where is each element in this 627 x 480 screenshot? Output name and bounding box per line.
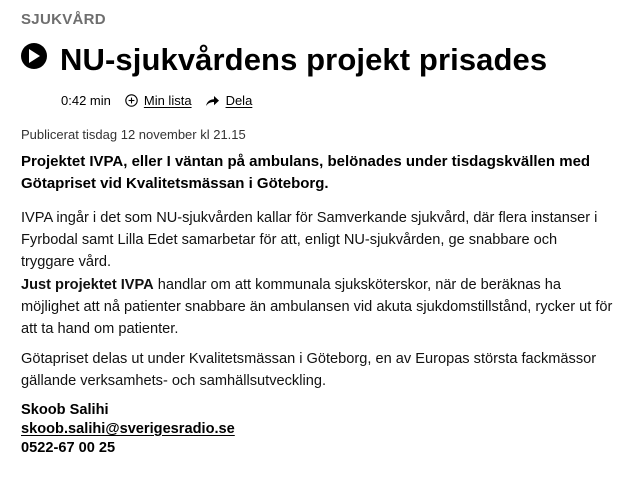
share-arrow-icon — [205, 95, 220, 107]
article-paragraph: IVPA ingår i det som NU-sjukvården kallar för Samverkande sjukvård, där flera instanser i Fyrbodal samt Lilla Edet samarbetar för att, enligt NU-sjukvården, ge snabbare och tryggare vård. — [21, 210, 598, 270]
contact-email-link[interactable]: skoob.salihi@sverigesradio.se — [21, 421, 235, 437]
contact-name: Skoob Salihi — [21, 402, 109, 418]
audio-duration: 0:42 min — [61, 93, 111, 108]
headline-row — [21, 42, 547, 78]
add-to-my-list-button[interactable] — [125, 93, 192, 108]
my-list-label: Min lista — [143, 93, 192, 108]
share-button[interactable] — [205, 93, 253, 108]
plus-circle-icon — [125, 94, 138, 107]
share-label: Dela — [225, 93, 253, 108]
contact-block — [21, 401, 235, 458]
audio-meta-row — [61, 93, 265, 108]
contact-phone: 0522-67 00 25 — [21, 440, 116, 456]
page-title: NU-sjukvårdens projekt prisades — [60, 42, 548, 77]
play-icon[interactable] — [21, 43, 47, 69]
paragraph-bold-prefix: Just projektet IVPA — [21, 277, 154, 293]
article-paragraph: Götapriset delas ut under Kvalitetsmässan i Göteborg, en av Europas största fackmässor gällande verksamhets- och samhällsutveckling. — [21, 351, 597, 389]
paragraph-text: handlar om att kommunala sjuksköterskor, när de beräknas ha möjlighet att nå patienter snabbare än ambulansen vid akuta sjukdomstillstånd, rycker ut för att ta hand om patienter. — [21, 277, 613, 337]
article-paragraph — [21, 274, 613, 340]
article-lead: Projektet IVPA, eller I väntan på ambulans, belönades under tisdagskvällen med Götapriset vid Kvalitetsmässan i Göteborg. — [21, 153, 591, 192]
published-timestamp: Publicerat tisdag 12 november kl 21.15 — [21, 127, 246, 142]
category-label: SJUKVÅRD — [21, 11, 106, 28]
play-triangle-glyph — [28, 49, 40, 63]
